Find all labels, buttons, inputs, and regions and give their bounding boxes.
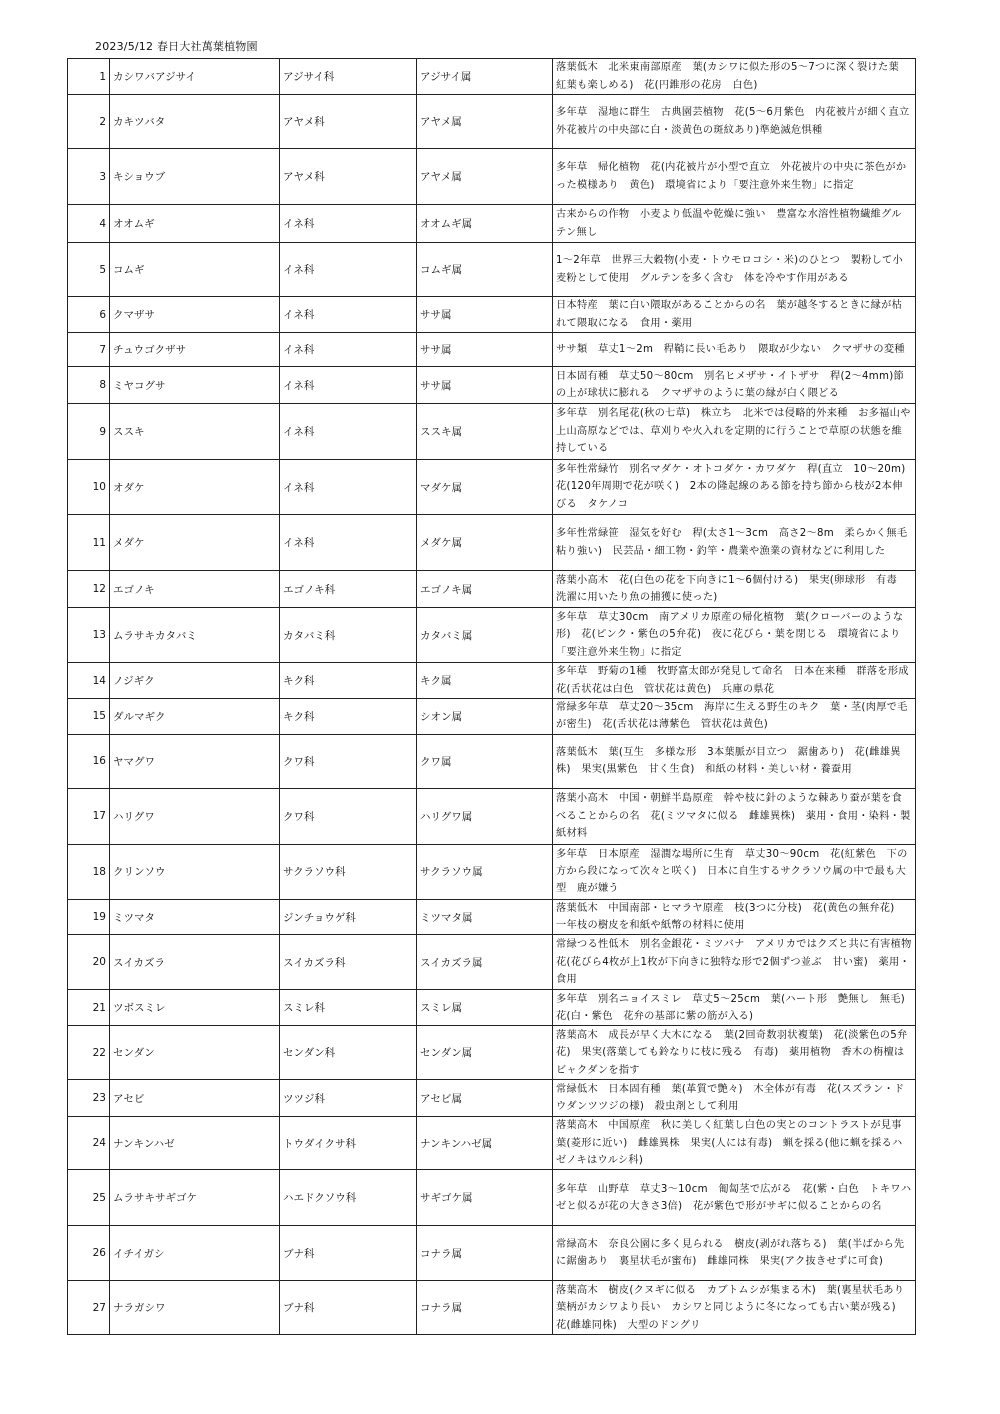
row-number: 9 [68, 404, 110, 460]
plant-name: カキツバタ [110, 95, 280, 149]
row-number: 7 [68, 333, 110, 367]
plant-name: ツボスミレ [110, 990, 280, 1026]
genus-name: マダケ属 [417, 460, 553, 515]
family-name: ハエドクソウ科 [280, 1170, 417, 1226]
row-number: 13 [68, 608, 110, 663]
plant-description: 常緑低木 日本固有種 葉(革質で艶々) 木全体が有毒 花(スズラン・ドウダンツツジの様) 殺虫剤として利用 [553, 1080, 916, 1117]
table-row [68, 95, 916, 149]
genus-name: オオムギ属 [417, 205, 553, 243]
plant-name: ミヤコグサ [110, 367, 280, 404]
genus-name: サギゴケ属 [417, 1170, 553, 1226]
plant-name: クリンソウ [110, 844, 280, 899]
family-name: スイカズラ科 [280, 935, 417, 990]
plant-description: 多年草 草丈30cm 南アメリカ原産の帰化植物 葉(クローバーのような形) 花(ピンク・紫色の5弁花) 夜に花びら・葉を閉じる 環境省により「要注意外来生物」に指定 [553, 608, 916, 663]
plant-description: 落葉高木 樹皮(クヌギに似る カブトムシが集まる木) 葉(裏星状毛あり 葉柄がカシワより長い カシワと同じように冬になっても古い葉が残る) 花(雌雄同株) 大型のドングリ [553, 1281, 916, 1335]
table-row [68, 1170, 916, 1226]
plant-description: 古来からの作物 小麦より低温や乾燥に強い 豊富な水溶性植物繊維グルテン無し [553, 205, 916, 243]
family-name: センダン科 [280, 1026, 417, 1080]
genus-name: カタバミ属 [417, 608, 553, 663]
plant-name: ヤマグワ [110, 734, 280, 788]
table-row [68, 1117, 916, 1170]
genus-name: アヤメ属 [417, 149, 553, 205]
genus-name: ササ属 [417, 333, 553, 367]
plant-description: 多年性常緑笹 湿気を好む 稈(太さ1～3cm 高さ2～8m 柔らかく無毛粘り強い) 民芸品・細工物・釣竿・農業や漁業の資材などに利用した [553, 515, 916, 571]
table-row [68, 1080, 916, 1117]
plant-name: ススキ [110, 404, 280, 460]
row-number: 12 [68, 571, 110, 608]
row-number: 22 [68, 1026, 110, 1080]
row-number: 11 [68, 515, 110, 571]
genus-name: クワ属 [417, 734, 553, 788]
row-number: 24 [68, 1117, 110, 1170]
row-number: 6 [68, 297, 110, 333]
plant-description: 多年性常緑竹 別名マダケ・オトコダケ・カワダケ 稈(直立 10～20m) 花(120年周期で花が咲く) 2本の隆起線のある節を持ち節から枝が2本伸びる タケノコ [553, 460, 916, 515]
plant-name: オオムギ [110, 205, 280, 243]
family-name: クワ科 [280, 788, 417, 844]
genus-name: キク属 [417, 663, 553, 699]
row-number: 18 [68, 844, 110, 899]
genus-name: コムギ属 [417, 243, 553, 297]
family-name: エゴノキ科 [280, 571, 417, 608]
row-number: 25 [68, 1170, 110, 1226]
table-row [68, 243, 916, 297]
table-row [68, 734, 916, 788]
genus-name: ミツマタ属 [417, 899, 553, 935]
table-row [68, 788, 916, 844]
plant-name: センダン [110, 1026, 280, 1080]
row-number: 21 [68, 990, 110, 1026]
family-name: イネ科 [280, 243, 417, 297]
plant-description: 常緑つる性低木 別名金銀花・ミツバナ アメリカではクズと共に有害植物 花(花びら4枚が上1枚が下向きに独特な形で2個ずつ並ぶ 甘い蜜) 薬用・食用 [553, 935, 916, 990]
table-row [68, 515, 916, 571]
plant-name: メダケ [110, 515, 280, 571]
row-number: 15 [68, 699, 110, 735]
plant-name: キショウブ [110, 149, 280, 205]
family-name: キク科 [280, 699, 417, 735]
family-name: カタバミ科 [280, 608, 417, 663]
plant-description: 多年草 別名ニョイスミレ 草丈5～25cm 葉(ハート形 艶無し 無毛) 花(白・紫色 花弁の基部に紫の筋が入る) [553, 990, 916, 1026]
genus-name: コナラ属 [417, 1281, 553, 1335]
genus-name: アジサイ属 [417, 59, 553, 95]
row-number: 20 [68, 935, 110, 990]
family-name: イネ科 [280, 460, 417, 515]
genus-name: メダケ属 [417, 515, 553, 571]
family-name: クワ科 [280, 734, 417, 788]
plant-name: チュウゴクザサ [110, 333, 280, 367]
row-number: 1 [68, 59, 110, 95]
plant-description: 落葉小高木 中国・朝鮮半島原産 幹や枝に針のような棘あり蚕が葉を食べることからの名 花(ミツマタに似る 雌雄異株) 薬用・食用・染料・製紙材料 [553, 788, 916, 844]
table-row [68, 149, 916, 205]
table-row [68, 205, 916, 243]
family-name: スミレ科 [280, 990, 417, 1026]
table-row [68, 59, 916, 95]
plant-name: ダルマギク [110, 699, 280, 735]
row-number: 16 [68, 734, 110, 788]
plant-name: ナンキンハゼ [110, 1117, 280, 1170]
genus-name: スミレ属 [417, 990, 553, 1026]
genus-name: アセビ属 [417, 1080, 553, 1117]
table-row [68, 333, 916, 367]
plant-name: オダケ [110, 460, 280, 515]
table-row [68, 899, 916, 935]
plant-name: エゴノキ [110, 571, 280, 608]
row-number: 27 [68, 1281, 110, 1335]
genus-name: センダン属 [417, 1026, 553, 1080]
family-name: イネ科 [280, 515, 417, 571]
genus-name: ハリグワ属 [417, 788, 553, 844]
plant-name: カシワバアジサイ [110, 59, 280, 95]
plant-description: 多年草 日本原産 湿潤な場所に生育 草丈30～90cm 花(紅紫色 下の方から段になって次々と咲く) 日本に自生するサクラソウ属の中で最も大型 鹿が嫌う [553, 844, 916, 899]
genus-name: ススキ属 [417, 404, 553, 460]
row-number: 17 [68, 788, 110, 844]
row-number: 4 [68, 205, 110, 243]
plant-name: コムギ [110, 243, 280, 297]
table-row [68, 367, 916, 404]
plant-description: 常緑多年草 草丈20～35cm 海岸に生える野生のキク 葉・茎(肉厚で毛が密生) 花(舌状花は薄紫色 管状花は黄色) [553, 699, 916, 735]
plant-name: イチイガシ [110, 1226, 280, 1281]
row-number: 8 [68, 367, 110, 404]
plant-name: クマザサ [110, 297, 280, 333]
plant-name: ムラサキカタバミ [110, 608, 280, 663]
plant-description: 多年草 山野草 草丈3～10cm 匍匐茎で広がる 花(紫・白色 トキワハゼと似るが花の大きさ3倍) 花が紫色で形がサギに似ることからの名 [553, 1170, 916, 1226]
plant-table [67, 58, 923, 1335]
plant-description: 落葉低木 中国南部・ヒマラヤ原産 枝(3つに分枝) 花(黄色の無弁花) 一年枝の樹皮を和紙や紙幣の材料に使用 [553, 899, 916, 935]
family-name: イネ科 [280, 297, 417, 333]
family-name: キク科 [280, 663, 417, 699]
row-number: 2 [68, 95, 110, 149]
family-name: アジサイ科 [280, 59, 417, 95]
row-number: 26 [68, 1226, 110, 1281]
row-number: 14 [68, 663, 110, 699]
plant-description: 多年草 別名尾花(秋の七草) 株立ち 北米では侵略的外来種 お多福山や上山高原などでは、草刈りや火入れを定期的に行うことで草原の状態を維持している [553, 404, 916, 460]
plant-name: ムラサキサギゴケ [110, 1170, 280, 1226]
plant-description: 多年草 湿地に群生 古典園芸植物 花(5～6月紫色 内花被片が細く直立 外花被片の中央部に白・淡黄色の斑紋あり)準絶滅危惧種 [553, 95, 916, 149]
table-row [68, 1226, 916, 1281]
plant-name: ノジギク [110, 663, 280, 699]
table-row [68, 935, 916, 990]
genus-name: エゴノキ属 [417, 571, 553, 608]
plant-description: 日本固有種 草丈50～80cm 別名ヒメザサ・イトザサ 稈(2～4mm)節の上が球状に膨れる クマザサのように葉の縁が白く隈どる [553, 367, 916, 404]
genus-name: アヤメ属 [417, 95, 553, 149]
plant-description: ササ類 草丈1～2m 稈鞘に長い毛あり 隈取が少ない クマザサの変種 [553, 333, 916, 367]
plant-description: 落葉低木 北米東南部原産 葉(カシワに似た形の5～7つに深く裂けた葉 紅葉も楽しめる) 花(円錐形の花房 白色) [553, 59, 916, 95]
table-row [68, 297, 916, 333]
row-number: 5 [68, 243, 110, 297]
plant-description: 常緑高木 奈良公園に多く見られる 樹皮(剥がれ落ちる) 葉(半ばから先に鋸歯あり 裏星状毛が蜜布) 雌雄同株 果実(アク抜きせずに可食) [553, 1226, 916, 1281]
plant-description: 落葉高木 中国原産 秋に美しく紅葉し白色の実とのコントラストが見事 葉(菱形に近い) 雌雄異株 果実(人には有毒) 蝋を採る(他に蝋を採るハゼノキはウルシ科) [553, 1117, 916, 1170]
page-title: 2023/5/12 春日大社萬葉植物園 [95, 40, 258, 53]
family-name: ツツジ科 [280, 1080, 417, 1117]
genus-name: スイカズラ属 [417, 935, 553, 990]
family-name: イネ科 [280, 205, 417, 243]
plant-description: 落葉高木 成長が早く大木になる 葉(2回奇数羽状複葉) 花(淡紫色の5弁花) 果実(落葉しても鈴なりに枝に残る 有毒) 薬用植物 香木の栴檀はビャクダンを指す [553, 1026, 916, 1080]
table-row [68, 699, 916, 735]
genus-name: ササ属 [417, 297, 553, 333]
table-row [68, 571, 916, 608]
table-row [68, 1281, 916, 1335]
row-number: 10 [68, 460, 110, 515]
table-row [68, 460, 916, 515]
plant-name: ハリグワ [110, 788, 280, 844]
plant-name: スイカズラ [110, 935, 280, 990]
family-name: アヤメ科 [280, 95, 417, 149]
plant-description: 落葉小高木 花(白色の花を下向きに1～6個付ける) 果実(卵球形 有毒 洗濯に用いたり魚の捕獲に使った) [553, 571, 916, 608]
genus-name: サクラソウ属 [417, 844, 553, 899]
family-name: ジンチョウゲ科 [280, 899, 417, 935]
table-row [68, 1026, 916, 1080]
genus-name: ナンキンハゼ属 [417, 1117, 553, 1170]
row-number: 23 [68, 1080, 110, 1117]
table-row [68, 608, 916, 663]
family-name: ブナ科 [280, 1281, 417, 1335]
genus-name: シオン属 [417, 699, 553, 735]
table-row [68, 844, 916, 899]
plant-description: 落葉低木 葉(互生 多様な形 3本葉脈が目立つ 鋸歯あり) 花(雌雄異株) 果実(黒紫色 甘く生食) 和紙の材料・美しい材・養蚕用 [553, 734, 916, 788]
table-row [68, 404, 916, 460]
genus-name: コナラ属 [417, 1226, 553, 1281]
table-row [68, 990, 916, 1026]
table-row [68, 663, 916, 699]
row-number: 3 [68, 149, 110, 205]
plant-description: 日本特産 葉に白い隈取があることからの名 葉が越冬するときに縁が枯れて隈取になる 食用・薬用 [553, 297, 916, 333]
genus-name: ササ属 [417, 367, 553, 404]
row-number: 19 [68, 899, 110, 935]
plant-name: アセビ [110, 1080, 280, 1117]
plant-description: 多年草 野菊の1種 牧野富太郎が発見して命名 日本在来種 群落を形成 花(舌状花は白色 管状花は黄色) 兵庫の県花 [553, 663, 916, 699]
family-name: イネ科 [280, 404, 417, 460]
plant-description: 多年草 帰化植物 花(内花被片が小型で直立 外花被片の中央に茶色がかった模様あり 黄色) 環境省により「要注意外来生物」に指定 [553, 149, 916, 205]
family-name: イネ科 [280, 333, 417, 367]
family-name: アヤメ科 [280, 149, 417, 205]
family-name: イネ科 [280, 367, 417, 404]
family-name: サクラソウ科 [280, 844, 417, 899]
plant-description: 1～2年草 世界三大穀物(小麦・トウモロコシ・米)のひとつ 製粉して小麦粉として使用 グルテンを多く含む 体を冷やす作用がある [553, 243, 916, 297]
plant-name: ナラガシワ [110, 1281, 280, 1335]
plant-name: ミツマタ [110, 899, 280, 935]
family-name: ブナ科 [280, 1226, 417, 1281]
family-name: トウダイクサ科 [280, 1117, 417, 1170]
